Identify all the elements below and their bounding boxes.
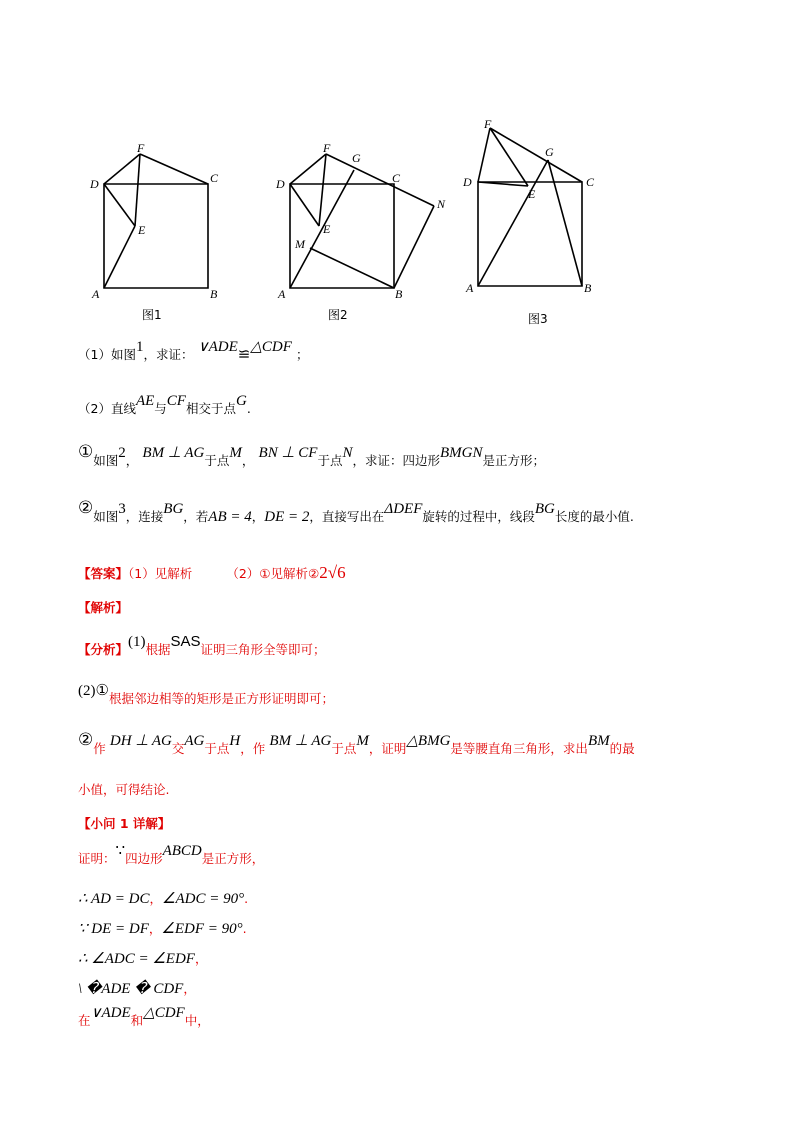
label-E: E: [323, 222, 331, 236]
label-F: F: [137, 141, 145, 155]
figure-1: [88, 138, 223, 323]
label-G: G: [352, 151, 361, 165]
proof-line-2: ∴ AD = DC，∠ADC = 90°.: [78, 891, 249, 907]
question-2: （2）直线AE与CF相交于点G.: [78, 393, 251, 416]
label-F: F: [484, 117, 492, 131]
label-B: B: [584, 281, 592, 295]
analysis-label: 【解析】: [78, 600, 129, 615]
figure-1-diagram: [88, 138, 223, 301]
figure-2-caption: 图2: [328, 308, 348, 322]
label-D: D: [90, 177, 99, 191]
label-D: D: [276, 177, 285, 191]
figure-2: [274, 138, 464, 323]
label-E: E: [138, 223, 146, 237]
square-abcd: [104, 184, 208, 288]
proof-line-4: ∴ ∠ADC = ∠EDF，: [78, 951, 208, 967]
fenxi-line-4: 小值，可得结论.: [78, 782, 170, 797]
xiaowen-label: 【小问 1 详解】: [78, 816, 171, 831]
label-C: C: [586, 175, 595, 189]
label-C: C: [210, 171, 219, 185]
figure-2-diagram: [274, 138, 464, 301]
label-F: F: [323, 141, 331, 155]
label-M: M: [295, 237, 305, 251]
label-G: G: [545, 145, 554, 159]
label-A: A: [466, 281, 474, 295]
fenxi-line-3: ②作 DH ⊥ AG交AG于点H，作 BM ⊥ AG于点M，证明△BMG是等腰直角三角形，求出BM的最: [78, 730, 635, 756]
label-B: B: [395, 287, 403, 301]
label-B: B: [210, 287, 218, 301]
figure-1-caption: 图1: [142, 308, 162, 322]
proof-line-3: ∵ DE = DF，∠EDF = 90°.: [78, 921, 247, 937]
label-E: E: [528, 187, 536, 201]
label-A: A: [278, 287, 286, 301]
proof-line-6: 在∨ADE和△CDF中，: [78, 1005, 210, 1028]
figure-3-caption: 图3: [528, 312, 548, 326]
fenxi-line-1: 【分析】(1)根据SAS证明三角形全等即可；: [78, 633, 326, 657]
question-2a: ①如图2， BM ⊥ AG于点M， BN ⊥ CF于点N，求证：四边形BMGN是正方形；: [78, 442, 546, 468]
answer-line: 【答案】（1）见解析 （2）①见解析②2√6: [78, 563, 346, 582]
question-2b: ②如图3，连接BG，若AB = 4，DE = 2，直接写出在ΔDEF旋转的过程中，线段BG长度的最小值.: [78, 498, 634, 525]
fenxi-line-2: (2)①根据邻边相等的矩形是正方形证明即可；: [78, 683, 334, 706]
figure-3: [462, 116, 602, 326]
proof-line-1: 证明：∵四边形ABCD是正方形，: [78, 843, 265, 866]
label-A: A: [92, 287, 100, 301]
label-C: C: [392, 171, 401, 185]
proof-line-5: \ �ADE � CDF，: [78, 981, 196, 997]
square-abcd: [290, 184, 394, 288]
question-1: （1）如图1，求证： ∨ADE≌△CDF ；: [78, 339, 309, 363]
label-D: D: [463, 175, 472, 189]
label-N: N: [437, 197, 446, 211]
figure-3-diagram: [462, 116, 602, 296]
